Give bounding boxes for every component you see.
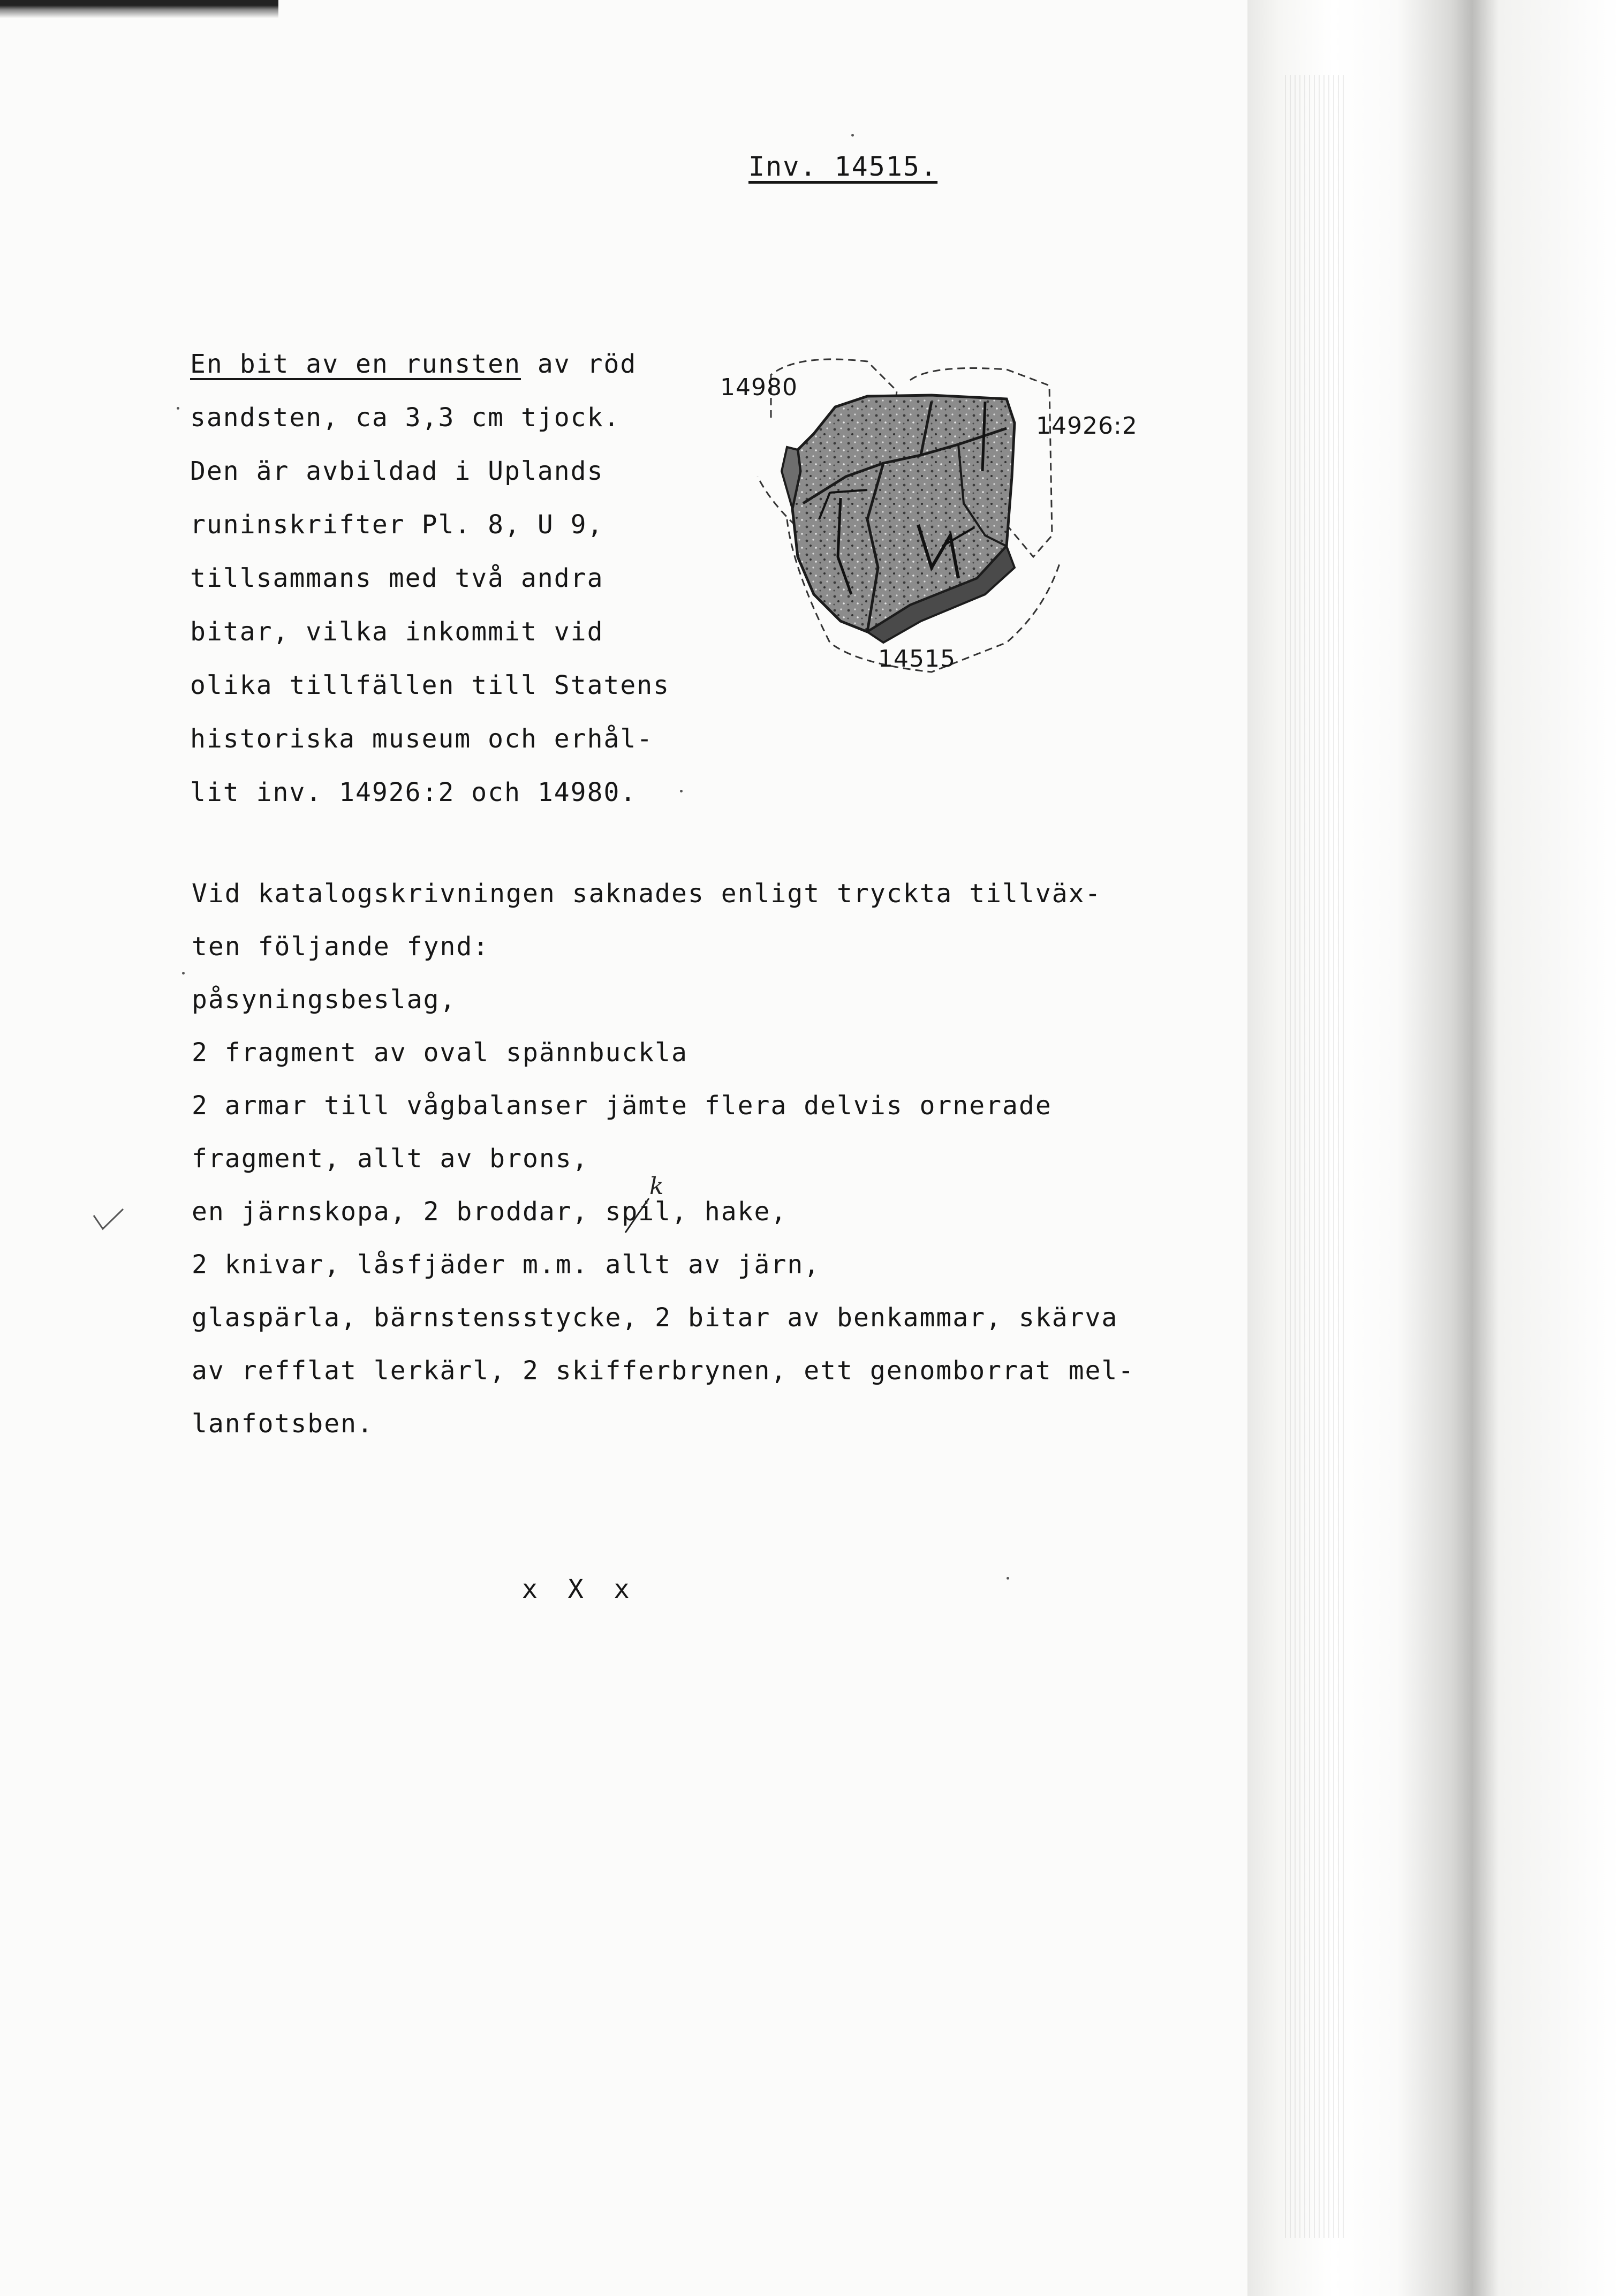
catalog-line-9: glaspärla, bärnstensstycke, 2 bitar av benkammar, skärva bbox=[192, 1303, 1118, 1333]
scan-corner-mark bbox=[0, 0, 278, 18]
closing-mark: x X x bbox=[522, 1574, 637, 1604]
figure-label-14980: 14980 bbox=[720, 374, 798, 401]
catalog-line-1: Vid katalogskrivningen saknades enligt tryckta tillväx- bbox=[192, 879, 1102, 909]
catalog-line-11: lanfotsben. bbox=[192, 1409, 374, 1439]
intro-line-1 bbox=[190, 337, 715, 391]
intro-paragraph bbox=[190, 337, 715, 819]
figure-label-14515: 14515 bbox=[878, 645, 956, 673]
catalog-line-10: av refflat lerkärl, 2 skifferbrynen, ett genomborrat mel- bbox=[192, 1356, 1135, 1386]
intro-line-1-rest: av röd bbox=[520, 349, 637, 379]
catalog-line-8: 2 knivar, låsfjäder m.m. allt av järn, bbox=[192, 1250, 821, 1280]
intro-underlined-phrase: En bit av en runsten bbox=[190, 349, 521, 379]
scan-speck bbox=[680, 790, 683, 792]
intro-line-5: tillsammans med två andra bbox=[190, 563, 604, 593]
scan-speck bbox=[851, 134, 854, 137]
catalog-line-7: en järnskopa, 2 broddar, spil, hake, bbox=[192, 1197, 788, 1227]
scan-speck bbox=[182, 972, 185, 975]
strike-correction-mark bbox=[616, 1194, 659, 1237]
margin-check-mark bbox=[91, 1205, 128, 1237]
intro-line-2: sandsten, ca 3,3 cm tjock. bbox=[190, 403, 621, 433]
catalog-line-4: 2 fragment av oval spännbuckla bbox=[192, 1038, 688, 1068]
handwritten-correction: k bbox=[649, 1173, 664, 1200]
catalog-line-5: 2 armar till vågbalanser jämte flera delvis ornerade bbox=[192, 1091, 1052, 1121]
figure-label-14926-2: 14926:2 bbox=[1036, 412, 1138, 440]
intro-line-8: historiska museum och erhål- bbox=[190, 724, 654, 754]
intro-line-6: bitar, vilka inkommit vid bbox=[190, 617, 604, 647]
catalog-line-6: fragment, allt av brons, bbox=[192, 1144, 589, 1174]
catalog-line-3: påsyningsbeslag, bbox=[192, 985, 457, 1015]
runestone-fragment-figure bbox=[707, 343, 1189, 691]
scan-speck bbox=[177, 407, 179, 410]
catalog-line-2: ten följande fynd: bbox=[192, 932, 490, 962]
inventory-title: Inv. 14515. bbox=[748, 151, 938, 182]
intro-line-4: runinskrifter Pl. 8, U 9, bbox=[190, 510, 604, 540]
intro-line-7: olika tillfällen till Statens bbox=[190, 670, 670, 700]
scan-speck bbox=[1007, 1577, 1009, 1580]
missing-finds-paragraph bbox=[192, 867, 1209, 1451]
book-page-edge-lines bbox=[1285, 75, 1344, 2238]
intro-line-9: lit inv. 14926:2 och 14980. bbox=[190, 777, 637, 807]
intro-line-3: Den är avbildad i Uplands bbox=[190, 456, 604, 486]
